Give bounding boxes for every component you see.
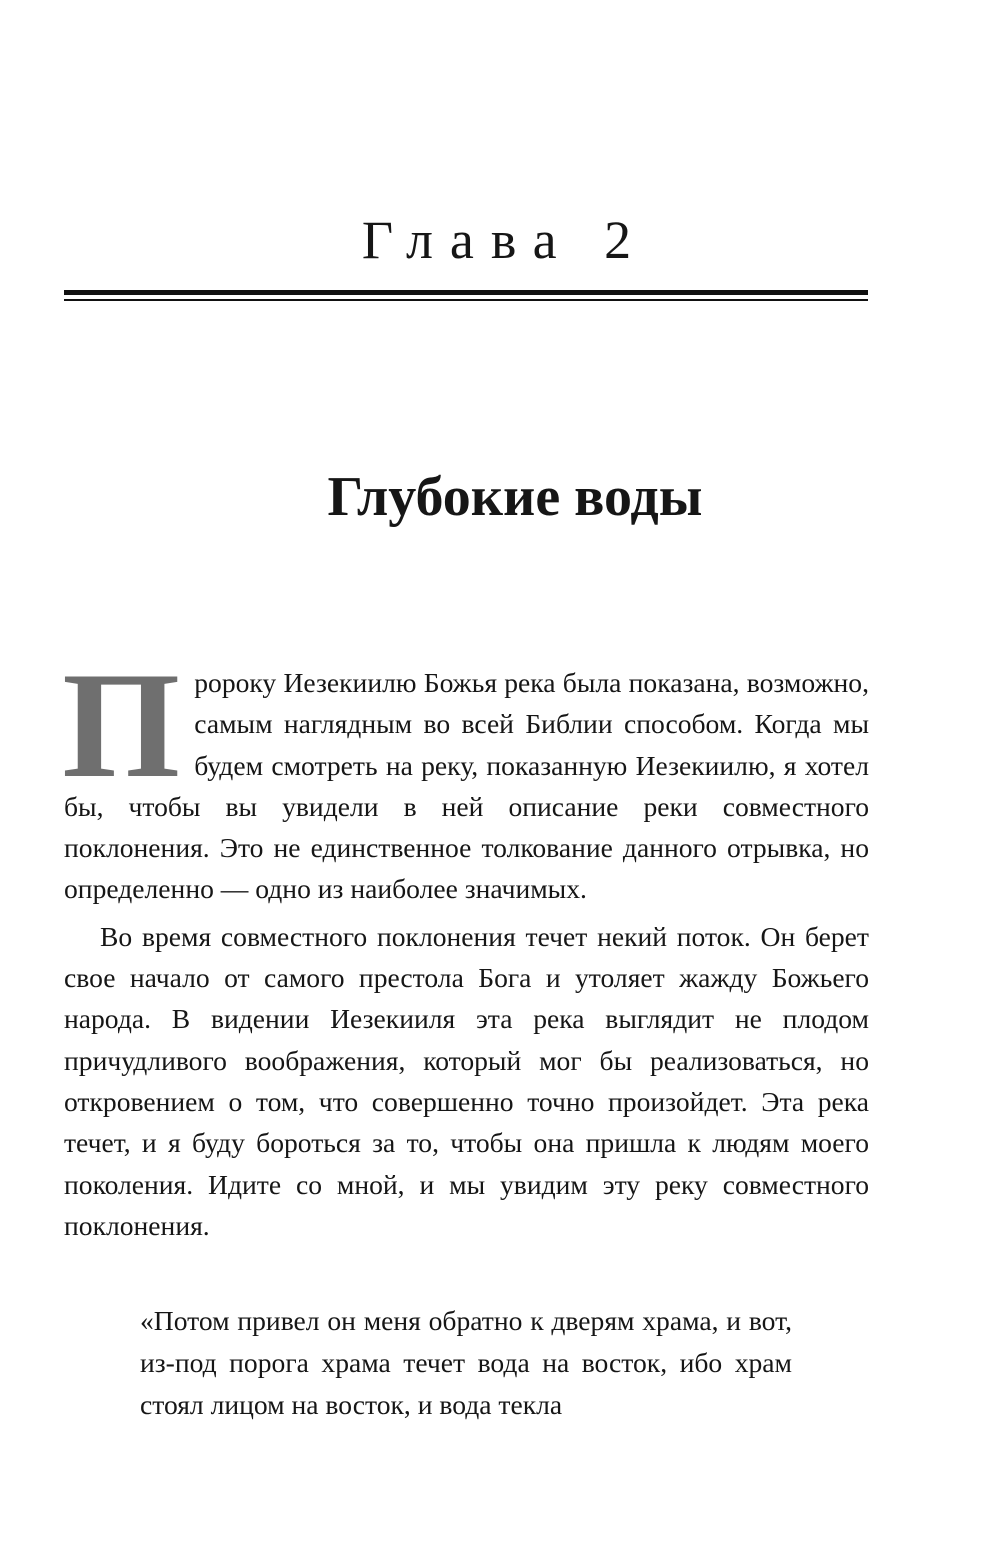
chapter-heading: Глава 2: [361, 210, 649, 270]
scripture-quote: «Потом привел он меня обратно к дверям храма, и вот, из-под порога храма течет вода на восток, ибо храм стоял лицом на восток, и вода текла: [140, 1305, 792, 1420]
heading-rule-thick: [64, 290, 868, 295]
paragraph-1-text: ророку Иезекиилю Божья река была показана, возможно, самым наглядным во всей Библии способом. Когда мы будем смотреть на реку, показанную Иезекиилю, я хотел бы, чтобы вы увидели в ней описание реки совместного поклонения. Это не единственное толкование данного отрывка, но определенно — одно из наиболее значимых.: [64, 667, 869, 905]
chapter-title: Глубокие воды: [327, 466, 703, 528]
paragraph-1: [62, 641, 869, 910]
drop-cap: П: [62, 641, 181, 809]
heading-rule: [64, 290, 868, 301]
heading-rule-thin: [64, 299, 868, 301]
body-text: [62, 641, 869, 1246]
paragraph-2: Во время совместного поклонения течет некий поток. Он берет свое начало от самого престола Бога и утоляет жажду Божьего народа. В видении Иезекииля эта река выглядит не плодом причудливого воображения, который мог бы реализоваться, но откровением о том, что совершенно точно произойдет. Эта река течет, и я буду бороться за то, чтобы она пришла к людям моего поколения. Идите со мной, и мы увидим эту реку совместного поклонения.: [64, 920, 869, 1241]
